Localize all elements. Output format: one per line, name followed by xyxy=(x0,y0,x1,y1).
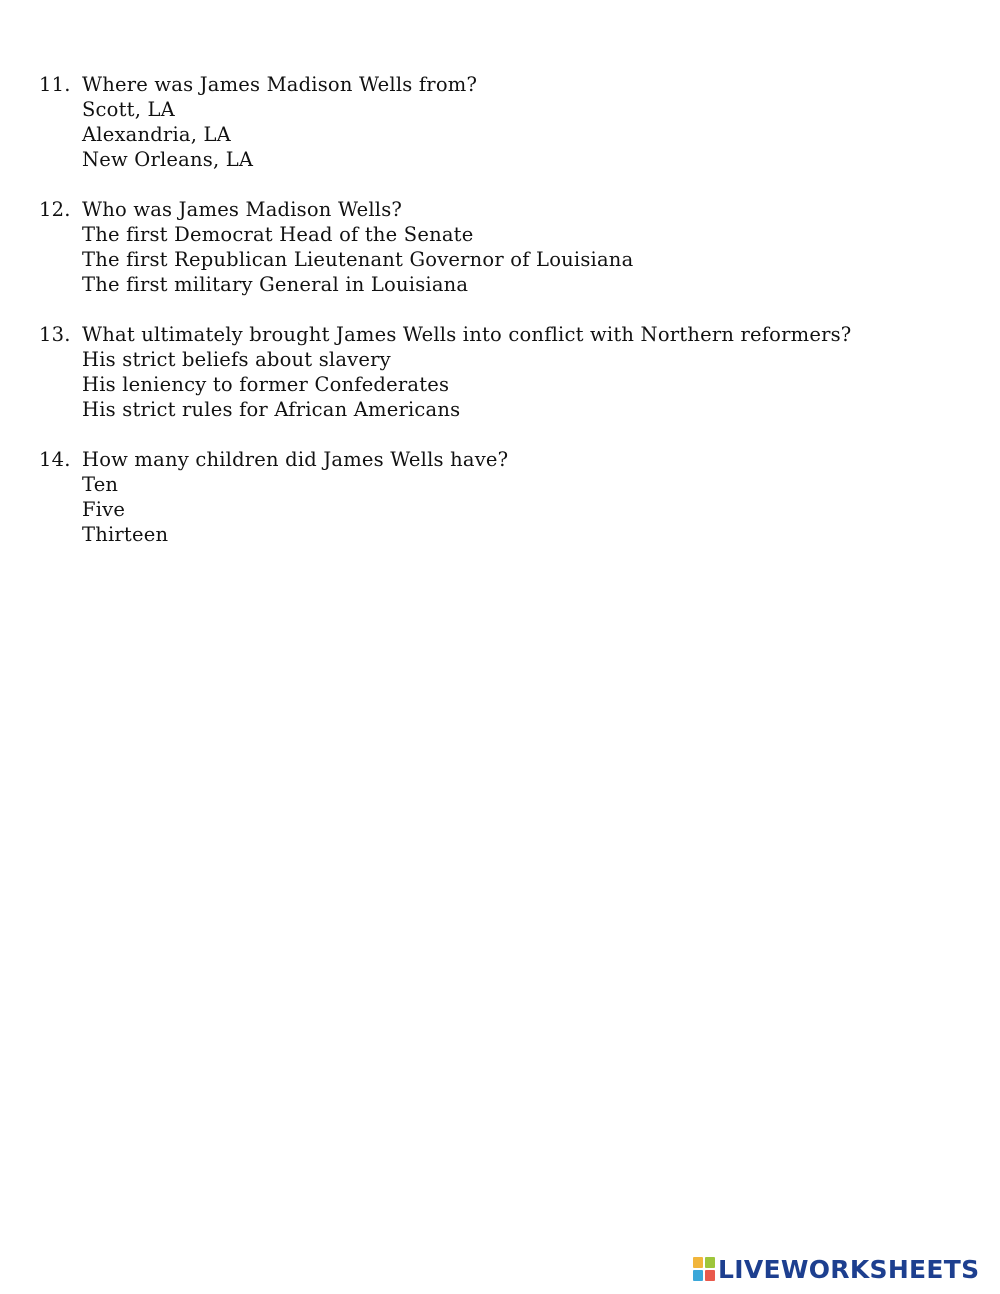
liveworksheets-logo-icon xyxy=(693,1257,715,1281)
liveworksheets-logo[interactable] xyxy=(693,1254,979,1284)
question-number: 12. xyxy=(39,198,71,221)
answer-option[interactable]: Thirteen xyxy=(82,523,169,546)
answer-option[interactable]: Five xyxy=(82,498,126,521)
worksheet xyxy=(0,72,1000,572)
question-row xyxy=(0,72,1000,97)
answer-option[interactable]: Ten xyxy=(82,473,119,496)
answer-option[interactable]: Alexandria, LA xyxy=(82,123,231,146)
answer-option[interactable]: The first Democrat Head of the Senate xyxy=(82,223,474,246)
question-text: Who was James Madison Wells? xyxy=(82,198,403,221)
answer-option[interactable]: New Orleans, LA xyxy=(82,148,254,171)
logo-square-icon xyxy=(705,1270,715,1281)
question-text: What ultimately brought James Wells into conflict with Northern reformers? xyxy=(82,323,852,346)
question-text: Where was James Madison Wells from? xyxy=(82,73,478,96)
question-row xyxy=(0,197,1000,222)
question-row xyxy=(0,322,1000,347)
answer-option[interactable]: The first Republican Lieutenant Governor of Louisiana xyxy=(82,248,634,271)
question-number: 14. xyxy=(39,448,71,471)
logo-square-icon xyxy=(693,1270,703,1281)
answer-option[interactable]: Scott, LA xyxy=(82,98,175,121)
question-number: 11. xyxy=(39,73,71,96)
question-11 xyxy=(0,72,1000,172)
answer-option[interactable]: His strict beliefs about slavery xyxy=(82,348,391,371)
question-12 xyxy=(0,197,1000,297)
question-13 xyxy=(0,322,1000,422)
logo-text: LIVEWORKSHEETS xyxy=(718,1254,980,1284)
answer-option[interactable]: The first military General in Louisiana xyxy=(82,273,469,296)
question-row xyxy=(0,447,1000,472)
answer-option[interactable]: His leniency to former Confederates xyxy=(82,373,450,396)
question-text: How many children did James Wells have? xyxy=(82,448,509,471)
question-number: 13. xyxy=(39,323,71,346)
answer-option[interactable]: His strict rules for African Americans xyxy=(82,398,461,421)
logo-square-icon xyxy=(693,1257,703,1268)
question-14 xyxy=(0,447,1000,547)
logo-square-icon xyxy=(705,1257,715,1268)
